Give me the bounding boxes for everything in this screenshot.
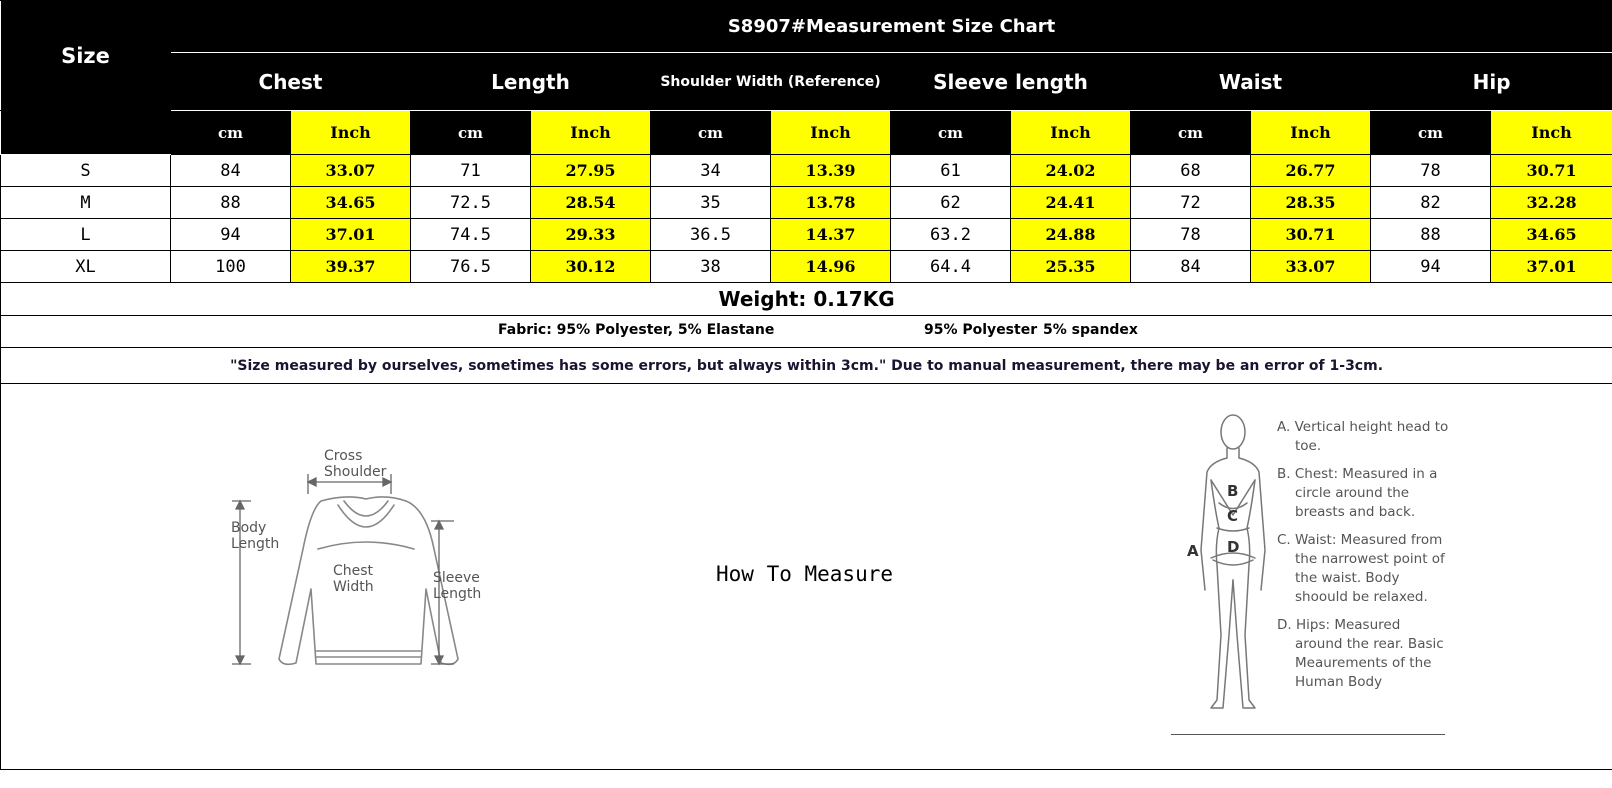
chest-cm: 84 [171,155,291,187]
length-inch: 30.12 [531,251,651,283]
body-length-label: Body Length [231,520,280,552]
shoulder-cm: 38 [651,251,771,283]
size-header-spacer [1,111,171,155]
sleeve-inch: 25.35 [1011,251,1131,283]
legend-item-a: A. Vertical height head to toe. [1277,419,1449,454]
hip-cm: 78 [1371,155,1491,187]
body-letter-c: C [1227,507,1239,525]
sleeve-inch: 24.41 [1011,187,1131,219]
diagram-panel [1,384,1612,770]
size-cell: M [1,187,171,219]
group-length: Length [411,53,651,111]
sleeve-inch: 24.02 [1011,155,1131,187]
chest-cm: 94 [171,219,291,251]
waist-inch: 26.77 [1251,155,1371,187]
chest-inch: 33.07 [291,155,411,187]
body-figure-diagram [1181,410,1281,720]
chest-cm: 100 [171,251,291,283]
size-cell: L [1,219,171,251]
waist-cm: 78 [1131,219,1251,251]
chest-inch: 39.37 [291,251,411,283]
unit-cm: cm [411,111,531,155]
shoulder-inch: 13.39 [771,155,891,187]
chest-inch: 37.01 [291,219,411,251]
unit-cm: cm [651,111,771,155]
body-letter-a: A [1187,542,1199,560]
hip-inch: 37.01 [1491,251,1612,283]
measurement-legend [1277,418,1452,701]
table-row [1,251,1612,283]
size-cell: XL [1,251,171,283]
unit-cm: cm [1371,111,1491,155]
shoulder-cm: 35 [651,187,771,219]
shoulder-cm: 34 [651,155,771,187]
table-row [1,187,1612,219]
hip-cm: 88 [1371,219,1491,251]
size-cell: S [1,155,171,187]
size-header: Size [1,1,171,111]
length-cm: 71 [411,155,531,187]
weight-label: Weight: 0.17KG [1,283,1612,316]
sleeve-cm: 62 [891,187,1011,219]
length-cm: 72.5 [411,187,531,219]
hip-cm: 82 [1371,187,1491,219]
length-cm: 76.5 [411,251,531,283]
sleeve-cm: 64.4 [891,251,1011,283]
sleeve-cm: 63.2 [891,219,1011,251]
measurement-note: "Size measured by ourselves, sometimes has some errors, but always within 3cm." Due to manual measurement, there may be an error of 1-3cm. [1,348,1612,384]
shoulder-cm: 36.5 [651,219,771,251]
waist-inch: 33.07 [1251,251,1371,283]
legend-item-c: C. Waist: Measured from the narrowest point of the waist. Body shoould be relaxed. [1277,532,1445,605]
unit-inch: Inch [531,111,651,155]
waist-cm: 84 [1131,251,1251,283]
shoulder-inch: 13.78 [771,187,891,219]
hip-inch: 30.71 [1491,155,1612,187]
legend-item-d: D. Hips: Measured around the rear. Basic Meaurements of the Human Body [1277,617,1444,690]
group-chest: Chest [171,53,411,111]
table-row [1,155,1612,187]
legend-item-b: B. Chest: Measured in a circle around the breasts and back. [1277,466,1438,520]
chest-inch: 34.65 [291,187,411,219]
chart-title: S8907#Measurement Size Chart [171,1,1612,53]
shoulder-inch: 14.37 [771,219,891,251]
sleeve-cm: 61 [891,155,1011,187]
group-shoulder-width: Shoulder Width (Reference) [651,53,891,111]
unit-inch: Inch [291,111,411,155]
fabric-polyester: 95% Polyester [924,322,1038,338]
body-letter-d: D [1227,538,1240,556]
length-cm: 74.5 [411,219,531,251]
hip-cm: 94 [1371,251,1491,283]
hip-inch: 34.65 [1491,219,1612,251]
length-inch: 28.54 [531,187,651,219]
waist-inch: 30.71 [1251,219,1371,251]
unit-inch: Inch [1491,111,1612,155]
unit-cm: cm [1131,111,1251,155]
chest-width-label: Chest Width [333,563,374,595]
fabric-label: Fabric: 95% Polyester, 5% Elastane [498,322,775,338]
group-hip: Hip [1371,53,1612,111]
length-inch: 27.95 [531,155,651,187]
unit-inch: Inch [1251,111,1371,155]
unit-cm: cm [171,111,291,155]
hip-inch: 32.28 [1491,187,1612,219]
table-row [1,219,1612,251]
group-sleeve-length: Sleeve length [891,53,1131,111]
chest-cm: 88 [171,187,291,219]
fabric-spandex: 5% spandex [1043,322,1138,338]
group-waist: Waist [1131,53,1371,111]
length-inch: 29.33 [531,219,651,251]
unit-cm: cm [891,111,1011,155]
waist-cm: 68 [1131,155,1251,187]
body-letter-b: B [1227,482,1239,500]
how-to-measure-heading: How To Measure [716,562,894,586]
fabric-row [1,316,1612,348]
waist-inch: 28.35 [1251,187,1371,219]
body-figure-baseline [1171,734,1445,735]
unit-inch: Inch [1011,111,1131,155]
sleeve-inch: 24.88 [1011,219,1131,251]
unit-inch: Inch [771,111,891,155]
sleeve-length-label: Sleeve Length [433,570,482,602]
shoulder-inch: 14.96 [771,251,891,283]
cross-shoulder-label: Cross Shoulder [324,448,387,480]
waist-cm: 72 [1131,187,1251,219]
